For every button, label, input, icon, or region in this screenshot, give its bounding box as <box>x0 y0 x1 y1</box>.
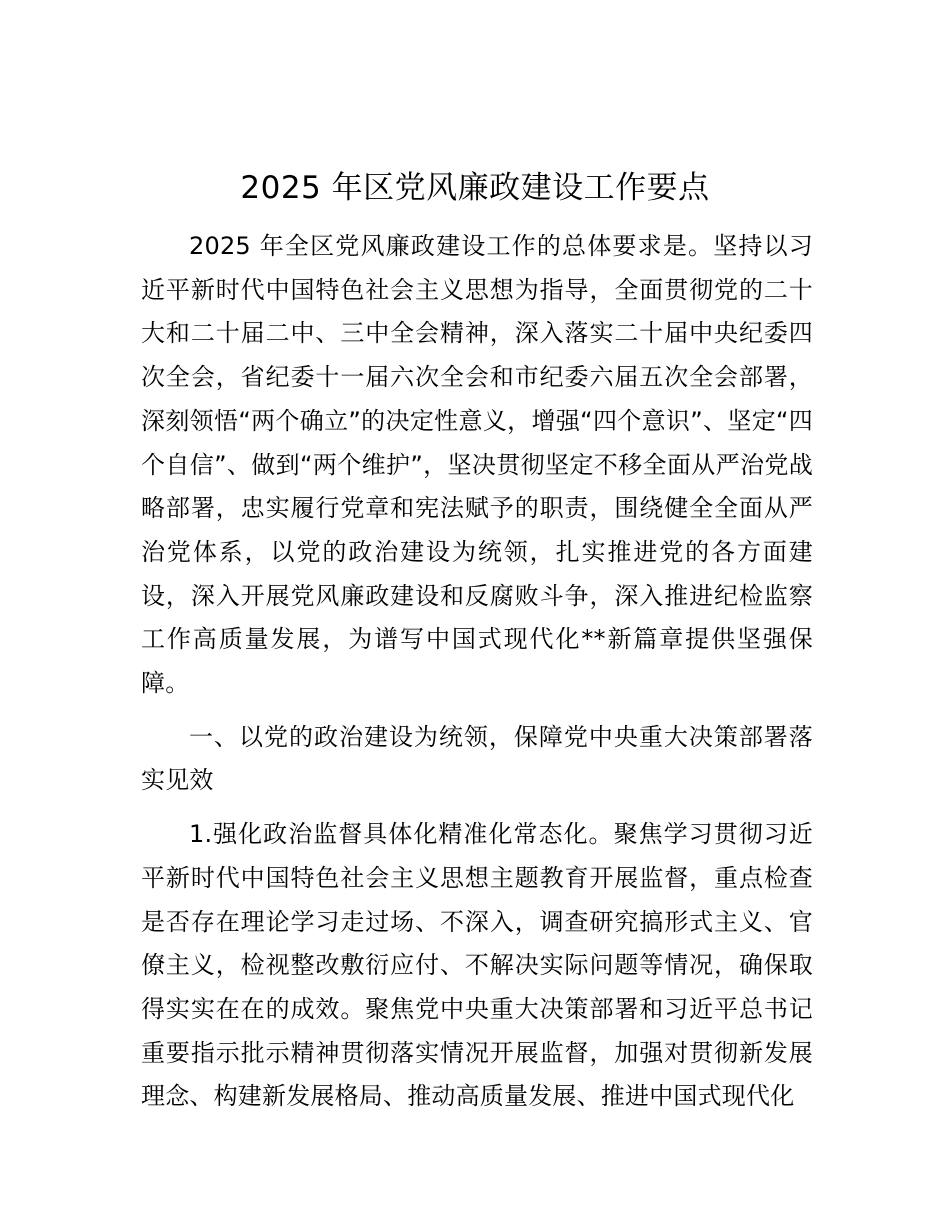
document-title: 2025 年区党风廉政建设工作要点 <box>240 170 710 206</box>
paragraph-item-1: 1.强化政治监督具体化精准化常态化。聚焦学习贯彻习近平新时代中国特色社会主义思想主题教育开展监督，重点检查是否存在理论学习走过场、不深入，调查研究搞形式主义、官僚主义，检视整改敷衍应付、不解决实际问题等情况，确保取得实实在在的成效。聚焦党中央重大决策部署和习近平总书记重要指示批示精神贯彻落实情况开展监督，加强对贯彻新发展理念、构建新发展格局、推动高质量发展、推进中国式现代化 <box>141 820 813 1111</box>
paragraph-general-requirements: 2025 年全区党风廉政建设工作的总体要求是。坚持以习近平新时代中国特色社会主义思想为指导，全面贯彻党的二十大和二十届二中、三中全会精神，深入落实二十届中央纪委四次全会，省纪委十一届六次全会和市纪委六届五次全会部署，深刻领悟“两个确立”的决定性意义，增强“四个意识”、坚定“四个自信”、做到“两个维护”，坚决贯彻坚定不移全面从严治党战略部署，忠实履行党章和宪法赋予的职责，围绕健全全面从严治党体系，以党的政治建设为统领，扎实推进党的各方面建设，深入开展党风廉政建设和反腐败斗争，深入推进纪检监察工作高质量发展，为谱写中国式现代化**新篇章提供坚强保障。 <box>141 232 813 698</box>
section-heading-1: 一、以党的政治建设为统领，保障党中央重大决策部署落实见效 <box>141 722 813 795</box>
document-body <box>141 225 813 1119</box>
